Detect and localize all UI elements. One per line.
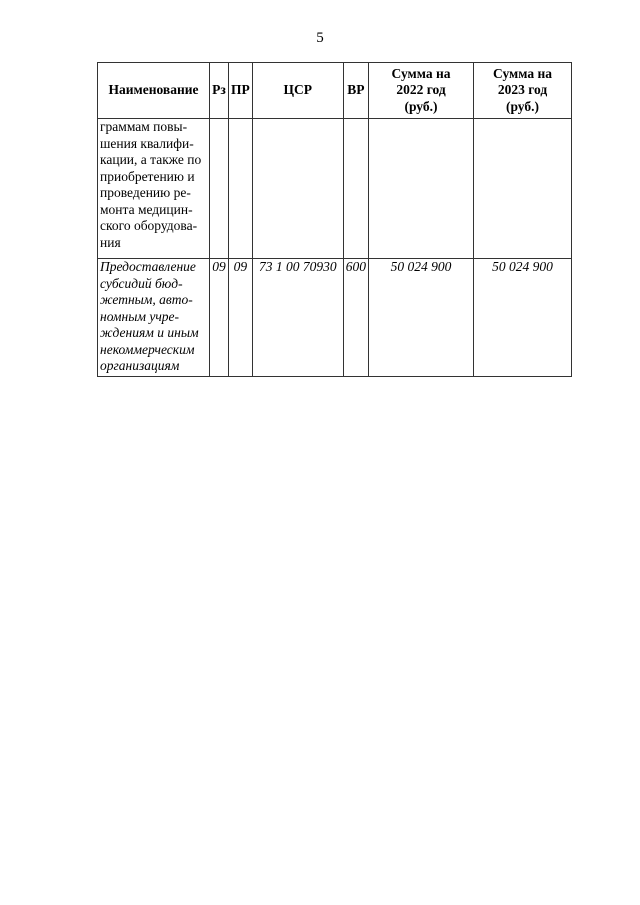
row-name-line: жетным, авто- [100, 292, 193, 307]
row-sum-2022 [369, 119, 474, 259]
header-sum-2023 [474, 63, 572, 119]
page-number: 5 [316, 30, 324, 46]
row-pr: 09 [229, 259, 253, 377]
row-name-line: номным учре- [100, 308, 180, 324]
row-name [98, 119, 210, 259]
header-name: Наименование [98, 63, 210, 119]
table-header-row [98, 63, 572, 119]
row-pr [229, 119, 253, 259]
row-name-line: субсидий бюд- [100, 275, 183, 291]
row-csr [252, 119, 343, 259]
header-sum-2022-line: (руб.) [404, 98, 438, 114]
row-name-line: ждениям и иным [100, 325, 199, 340]
header-sum-2023-line: (руб.) [505, 98, 540, 114]
row-csr: 73 1 00 70930 [252, 259, 343, 377]
table-row [98, 259, 572, 377]
budget-table [97, 62, 572, 377]
header-sum-2023-line: 2023 год [497, 82, 548, 98]
row-name-line: ского оборудова- [100, 218, 198, 233]
row-name [98, 259, 210, 377]
row-name-line: Предоставление [100, 259, 196, 274]
header-rz: Рз [210, 63, 229, 119]
row-name-line: приобретению и [100, 168, 195, 184]
table-row [98, 119, 572, 259]
header-pr: ПР [229, 63, 253, 119]
header-sum-2022 [369, 63, 474, 119]
row-name-line: шения квалифи- [100, 135, 194, 151]
row-vr: 600 [343, 259, 368, 377]
header-sum-2023-line: Сумма на [493, 65, 552, 81]
row-name-line: граммам повы- [100, 119, 188, 134]
row-sum-2023: 50 024 900 [474, 259, 572, 377]
header-sum-2022-line: 2022 год [396, 82, 446, 98]
row-sum-2023 [474, 119, 572, 259]
row-vr [343, 119, 368, 259]
row-name-line: монта медицин- [100, 201, 193, 217]
row-rz [210, 119, 229, 259]
row-name-line: ния [100, 234, 121, 250]
header-sum-2022-line: Сумма на [391, 65, 451, 81]
row-rz: 09 [210, 259, 229, 377]
row-name-line: кации, а также по [100, 152, 202, 167]
row-name-line: некоммерческим [100, 341, 195, 357]
row-name-line: проведению ре- [100, 185, 191, 200]
row-sum-2022: 50 024 900 [369, 259, 474, 377]
header-vr: ВР [343, 63, 368, 119]
row-name-line: организациям [100, 358, 180, 373]
header-csr: ЦСР [252, 63, 343, 119]
